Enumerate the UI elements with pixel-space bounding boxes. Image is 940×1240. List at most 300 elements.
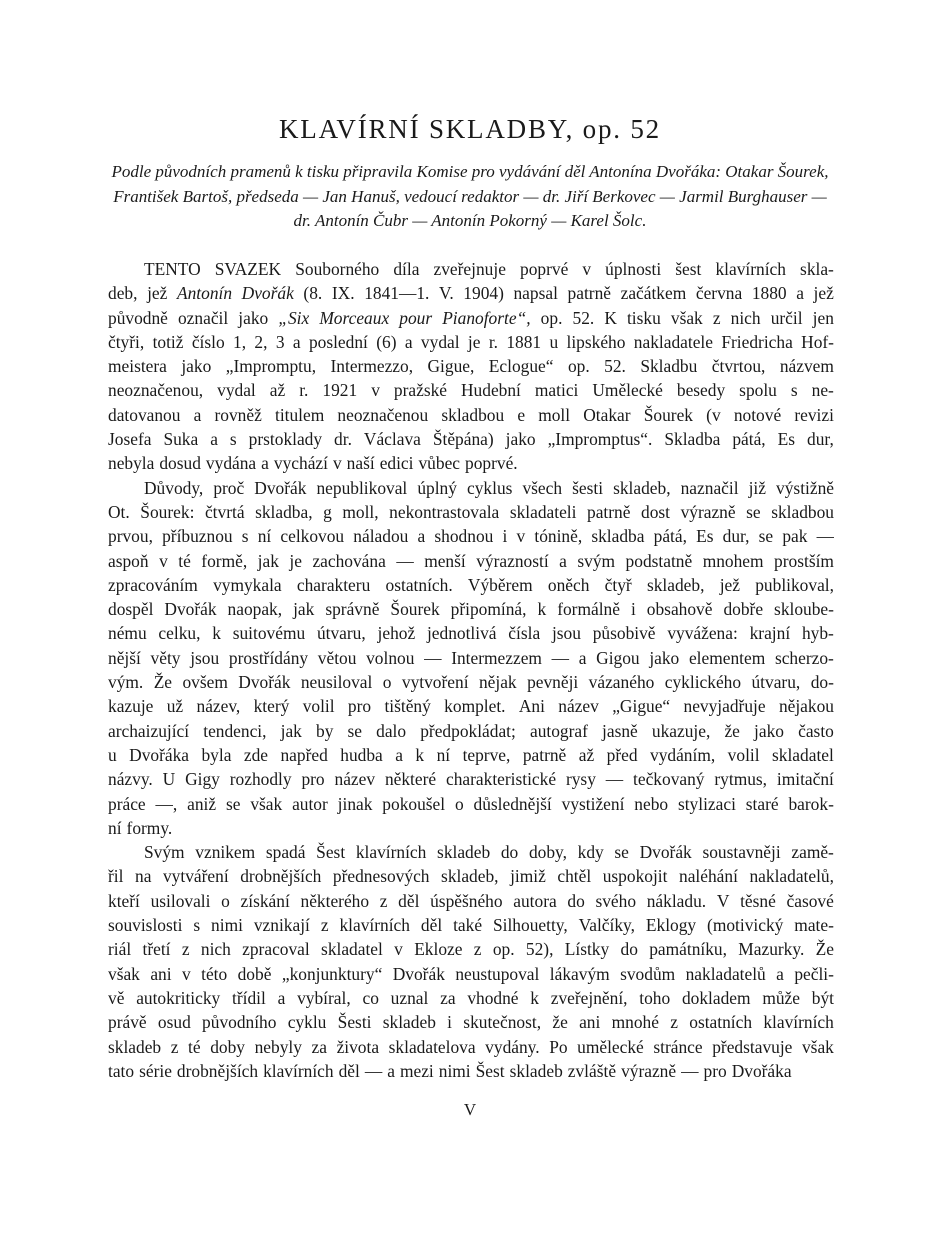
word: scherzo- — [774, 647, 834, 668]
word: dr. — [334, 429, 352, 450]
word: přednesových — [332, 866, 430, 887]
word: Umělecké — [592, 380, 663, 401]
word: června — [695, 283, 743, 304]
word: do — [500, 842, 519, 863]
word: klavírních — [263, 1060, 334, 1081]
word: jež — [719, 574, 740, 595]
word: jehož — [377, 623, 416, 644]
word: se — [225, 793, 241, 814]
word: ostatních. — [385, 574, 453, 595]
word: 3 — [275, 331, 285, 352]
word: děl — [338, 1060, 360, 1081]
word: právě — [108, 1012, 147, 1033]
word: jako — [649, 647, 680, 668]
word: Eclogue“ — [488, 356, 554, 377]
word: však — [801, 1036, 834, 1057]
word: pour — [399, 307, 433, 328]
word: některého — [300, 890, 370, 911]
word: revizi — [794, 404, 834, 425]
word: prostším — [774, 550, 834, 571]
editorial-line: dr. Antonín Čubr — Antonín Pokorný — Karel Šolc. — [293, 211, 647, 230]
word: nebyla — [108, 453, 155, 474]
word: se — [614, 842, 629, 863]
word: skla- — [800, 259, 834, 279]
word: za — [311, 1036, 327, 1057]
word: klavírních — [339, 915, 410, 936]
word: jak — [257, 550, 279, 571]
word: vybíral, — [297, 987, 351, 1008]
word: titulem — [274, 404, 325, 425]
word: prvou, — [108, 526, 153, 547]
word: neoznačenou, — [108, 380, 204, 401]
word: (6) — [376, 331, 397, 352]
word: kteří — [108, 890, 140, 911]
word: vydal — [217, 380, 256, 401]
word: skladeb, — [646, 574, 705, 595]
word: TENTO — [144, 259, 201, 279]
word: g — [323, 501, 332, 522]
word: moll, — [342, 501, 379, 522]
word: z — [473, 939, 482, 960]
word: skladateli — [509, 501, 577, 522]
word: Suka — [163, 429, 199, 450]
word: klavírních — [763, 1012, 834, 1033]
word: tisku — [626, 307, 661, 328]
word: edici — [379, 453, 414, 474]
word: jako — [238, 307, 269, 328]
word: vydány. — [485, 1036, 540, 1057]
word: SVAZEK — [214, 259, 282, 279]
word: komplet. — [444, 696, 506, 717]
word: že — [724, 720, 740, 741]
word: — — [605, 769, 624, 790]
word: dokladem — [681, 987, 751, 1008]
word: patrně — [587, 501, 631, 522]
word: datovanou — [108, 404, 181, 425]
word: nakladatele — [633, 331, 713, 352]
word: skladba, — [255, 501, 313, 522]
word: Václava — [363, 429, 421, 450]
page-number: V — [463, 1100, 477, 1119]
word: dosud — [159, 453, 201, 474]
word: k — [537, 599, 547, 620]
text-line — [108, 937, 834, 961]
word: zpracoval — [242, 939, 310, 960]
text-line — [108, 549, 834, 573]
word: Dvořák — [639, 842, 692, 863]
word: s — [241, 526, 249, 547]
word: řil — [108, 866, 124, 887]
word: e — [517, 404, 526, 425]
word: třídil — [232, 987, 266, 1008]
word: „konjunktury“ — [281, 963, 383, 984]
word: Morceaux — [319, 307, 390, 328]
word: s — [790, 380, 798, 401]
word: však — [670, 307, 703, 328]
word: Šest — [475, 1060, 505, 1081]
word: doby — [210, 1036, 245, 1057]
word: formy. — [126, 817, 173, 838]
word: Es — [696, 526, 714, 547]
word: napřed — [280, 744, 328, 765]
word: proč — [213, 477, 245, 498]
word: název — [558, 696, 599, 717]
word: jako — [754, 720, 784, 741]
word: Gigue, — [427, 356, 475, 377]
word: publikoval, — [755, 574, 834, 595]
word: již — [748, 477, 766, 498]
word: „Impromptus“. — [547, 429, 653, 450]
word: V. — [439, 283, 454, 304]
word: s — [193, 915, 201, 936]
word: besedy — [676, 380, 726, 401]
word: lipského — [566, 331, 626, 352]
word: nebo — [634, 793, 669, 814]
word: zveřejnění, — [550, 987, 628, 1008]
word: Že — [815, 939, 834, 960]
word: op. — [492, 939, 515, 960]
word: Josefa — [108, 429, 152, 450]
word: krajní — [749, 623, 791, 644]
word: Šesti — [337, 1012, 372, 1033]
word: meistera — [108, 356, 167, 377]
text-line — [108, 306, 834, 330]
word: před — [606, 744, 638, 765]
word: tečkovaný — [633, 769, 705, 790]
word: vhodné — [467, 987, 519, 1008]
word: spadá — [265, 842, 306, 863]
word: pro — [301, 769, 325, 790]
word: V — [716, 890, 730, 911]
word: pátá, — [653, 526, 687, 547]
word: 1881 — [506, 331, 542, 352]
word: deb, — [108, 283, 138, 304]
word: Intermezzem — [451, 647, 542, 668]
word: naopak, — [227, 599, 283, 620]
word: obsahově — [646, 599, 713, 620]
word: hudba — [340, 744, 383, 765]
word: série — [139, 1060, 172, 1081]
word: z — [181, 939, 190, 960]
word: dur, — [722, 526, 750, 547]
word: vychází — [273, 453, 328, 474]
text-line — [108, 816, 834, 840]
word: vymykala — [213, 574, 282, 595]
word: poslední — [308, 331, 368, 352]
word: do- — [810, 672, 834, 693]
word: do — [567, 890, 585, 911]
word: — — [551, 647, 570, 668]
word: vytvoření — [401, 672, 469, 693]
word: až — [269, 380, 286, 401]
word: volil — [302, 696, 335, 717]
word: skladatelova — [388, 1036, 476, 1057]
word: vydáním, — [650, 744, 716, 765]
word: a — [261, 453, 269, 474]
word: usilovali — [150, 890, 211, 911]
word: Lístky — [564, 939, 610, 960]
word: určil — [770, 307, 803, 328]
word: jež — [147, 283, 168, 304]
word: důslednější — [473, 793, 552, 814]
word: ukazuje, — [651, 720, 711, 741]
word: lákavým — [549, 963, 610, 984]
word: nému — [108, 623, 147, 644]
word: patrně — [567, 283, 611, 304]
word: s — [229, 429, 237, 450]
word: aniž — [187, 793, 217, 814]
word: poprvé. — [465, 453, 518, 474]
word: a — [417, 526, 426, 547]
word: autograf — [529, 720, 588, 741]
word: úspěšného — [430, 890, 503, 911]
word: větou — [317, 647, 357, 668]
word: 2, — [254, 331, 268, 352]
word: Otakar — [583, 404, 631, 425]
word: může — [762, 987, 800, 1008]
word: době — [237, 963, 272, 984]
word: nich — [730, 307, 761, 328]
paragraph — [108, 476, 834, 840]
text-line — [108, 962, 834, 986]
word: Štěpána) — [432, 429, 494, 450]
text-line — [108, 476, 834, 500]
word: výrazností — [476, 550, 549, 571]
word: — — [681, 1060, 699, 1081]
word: podstatně — [625, 550, 693, 571]
word: jen — [812, 307, 834, 328]
word: ani — [579, 1012, 601, 1033]
word: svým — [577, 550, 616, 571]
word: za — [440, 987, 456, 1008]
word: u — [549, 331, 559, 352]
word: notové — [733, 404, 782, 425]
word: Dvořák — [392, 963, 445, 984]
word: pro — [703, 1060, 727, 1081]
word: názvy. — [108, 769, 153, 790]
word: mate- — [794, 915, 834, 936]
word: z — [712, 307, 721, 328]
word: ní — [257, 526, 272, 547]
word: čtvrtou, — [711, 356, 766, 377]
word: Friedricha — [721, 331, 793, 352]
word: „Six — [278, 307, 310, 328]
word: název, — [196, 696, 241, 717]
word: Šest — [316, 842, 346, 863]
word: barok- — [788, 793, 834, 814]
word: totiž — [152, 331, 184, 352]
word: vznikem — [195, 842, 256, 863]
word: jasně — [602, 720, 638, 741]
text-line — [108, 573, 834, 597]
word: archaizující — [108, 720, 190, 741]
word: a — [210, 429, 218, 450]
word: často — [798, 720, 834, 741]
word: a — [578, 647, 587, 668]
word: (8. — [303, 283, 323, 304]
word: hyb- — [801, 623, 834, 644]
word: dospěl — [108, 599, 154, 620]
word: třetí — [142, 939, 171, 960]
word: cyklus — [467, 477, 513, 498]
word: se — [347, 720, 363, 741]
word: IX. — [331, 283, 355, 304]
word: nimi — [211, 915, 243, 936]
word: rovněž — [214, 404, 262, 425]
word: napsal — [513, 283, 558, 304]
word: charakteristické — [445, 769, 557, 790]
word: skladeb — [437, 842, 491, 863]
word: vě — [108, 987, 125, 1008]
word: mnohem — [702, 550, 764, 571]
word: však — [108, 963, 140, 984]
text-line — [108, 524, 834, 548]
word: o — [382, 672, 392, 693]
text-line — [108, 864, 834, 888]
word: ní — [108, 817, 122, 838]
word: zveřejnuje — [433, 259, 506, 279]
text-line — [108, 743, 834, 767]
word: života — [336, 1036, 380, 1057]
word: celkovou — [280, 526, 345, 547]
word: toho — [639, 987, 671, 1008]
editorial-board — [95, 160, 845, 234]
word: příbuznou — [162, 526, 233, 547]
word: už — [166, 696, 184, 717]
word: svodům — [620, 963, 676, 984]
word: na — [135, 866, 152, 887]
word: 1841—1. — [364, 283, 430, 304]
word: Gigy — [185, 769, 220, 790]
word: práce — [108, 793, 146, 814]
word: u — [108, 744, 117, 765]
word: teprve, — [462, 744, 511, 765]
word: formě, — [201, 550, 248, 571]
word: neoznačenou — [337, 404, 429, 425]
word: autora — [513, 890, 557, 911]
word: v — [181, 963, 191, 984]
text-line — [108, 403, 834, 427]
word: čísla — [508, 623, 541, 644]
word: památníku, — [649, 939, 727, 960]
word: naší — [346, 453, 375, 474]
word: ní — [436, 744, 451, 765]
word: umělecké — [577, 1036, 644, 1057]
word: Po — [549, 1036, 568, 1057]
word: doby, — [528, 842, 567, 863]
paragraph — [108, 257, 834, 476]
word: Dvořák — [241, 283, 294, 304]
word: zachována — [312, 550, 386, 571]
word: tištěný — [384, 696, 431, 717]
word: jako — [505, 429, 536, 450]
word: Hof- — [801, 331, 834, 352]
word: nimi — [438, 1060, 471, 1081]
word: elementem — [688, 647, 766, 668]
word: v — [159, 550, 168, 571]
word: volil — [727, 744, 760, 765]
word: Dvořák — [254, 477, 307, 498]
word: skladatel — [321, 939, 383, 960]
word: Hudební — [461, 380, 521, 401]
text-line — [108, 913, 834, 937]
word: který — [253, 696, 290, 717]
word: Eklogy — [645, 915, 697, 936]
word: by — [316, 720, 334, 741]
word: vázaného — [588, 672, 655, 693]
word: rozhodly — [229, 769, 292, 790]
word: 52. — [572, 307, 595, 328]
word: autor — [292, 793, 328, 814]
word: Pianoforte“, — [442, 307, 531, 328]
word: dost — [641, 501, 671, 522]
word: autokriticky — [136, 987, 221, 1008]
word: r. — [299, 380, 309, 401]
word: a — [404, 331, 413, 352]
word: útvaru, — [751, 672, 801, 693]
word: skladbou — [771, 501, 834, 522]
word: stylizaci — [677, 793, 736, 814]
text-line — [108, 694, 834, 718]
body-text — [108, 257, 834, 1083]
word: nich — [200, 939, 231, 960]
word: vydal — [420, 331, 460, 352]
word: z — [320, 915, 329, 936]
text-line — [108, 500, 834, 524]
word: skladatel — [772, 744, 834, 765]
text-line — [108, 840, 834, 864]
word: v — [371, 380, 380, 401]
word: zamě- — [791, 842, 834, 863]
word: o — [221, 890, 230, 911]
word: díla — [393, 259, 420, 279]
word: z — [670, 1012, 678, 1033]
word: výrazně — [680, 501, 736, 522]
word: neusiloval — [300, 672, 373, 693]
word: těsné — [740, 890, 776, 911]
word: — — [424, 647, 442, 668]
word: se — [746, 501, 761, 522]
word: šesti — [572, 477, 604, 498]
text-line — [108, 451, 834, 475]
word: souvislosti — [108, 915, 183, 936]
word: čtvrtá — [204, 501, 245, 522]
text-line — [108, 986, 834, 1010]
word: Šourek — [643, 404, 694, 425]
word: nějak — [478, 672, 517, 693]
word: Ot. — [108, 501, 130, 522]
word: je — [289, 550, 302, 571]
word: věty — [150, 647, 181, 668]
word: jež — [813, 283, 834, 304]
word: jako — [181, 356, 212, 377]
word: soustavněji — [702, 842, 781, 863]
word: Gigou — [596, 647, 640, 668]
word: (motivický — [707, 915, 784, 936]
word: nějakou — [778, 696, 834, 717]
word: v — [582, 259, 592, 279]
word: začátkem — [620, 283, 687, 304]
word: neustupoval — [455, 963, 540, 984]
word: chtěl — [557, 866, 592, 887]
word: riál — [108, 939, 132, 960]
word: tónině, — [534, 526, 583, 547]
word: klavírních — [355, 842, 427, 863]
word: 1, — [233, 331, 247, 352]
word: drobnějších — [176, 1060, 259, 1081]
word: a — [776, 963, 784, 984]
word: v — [332, 453, 342, 474]
